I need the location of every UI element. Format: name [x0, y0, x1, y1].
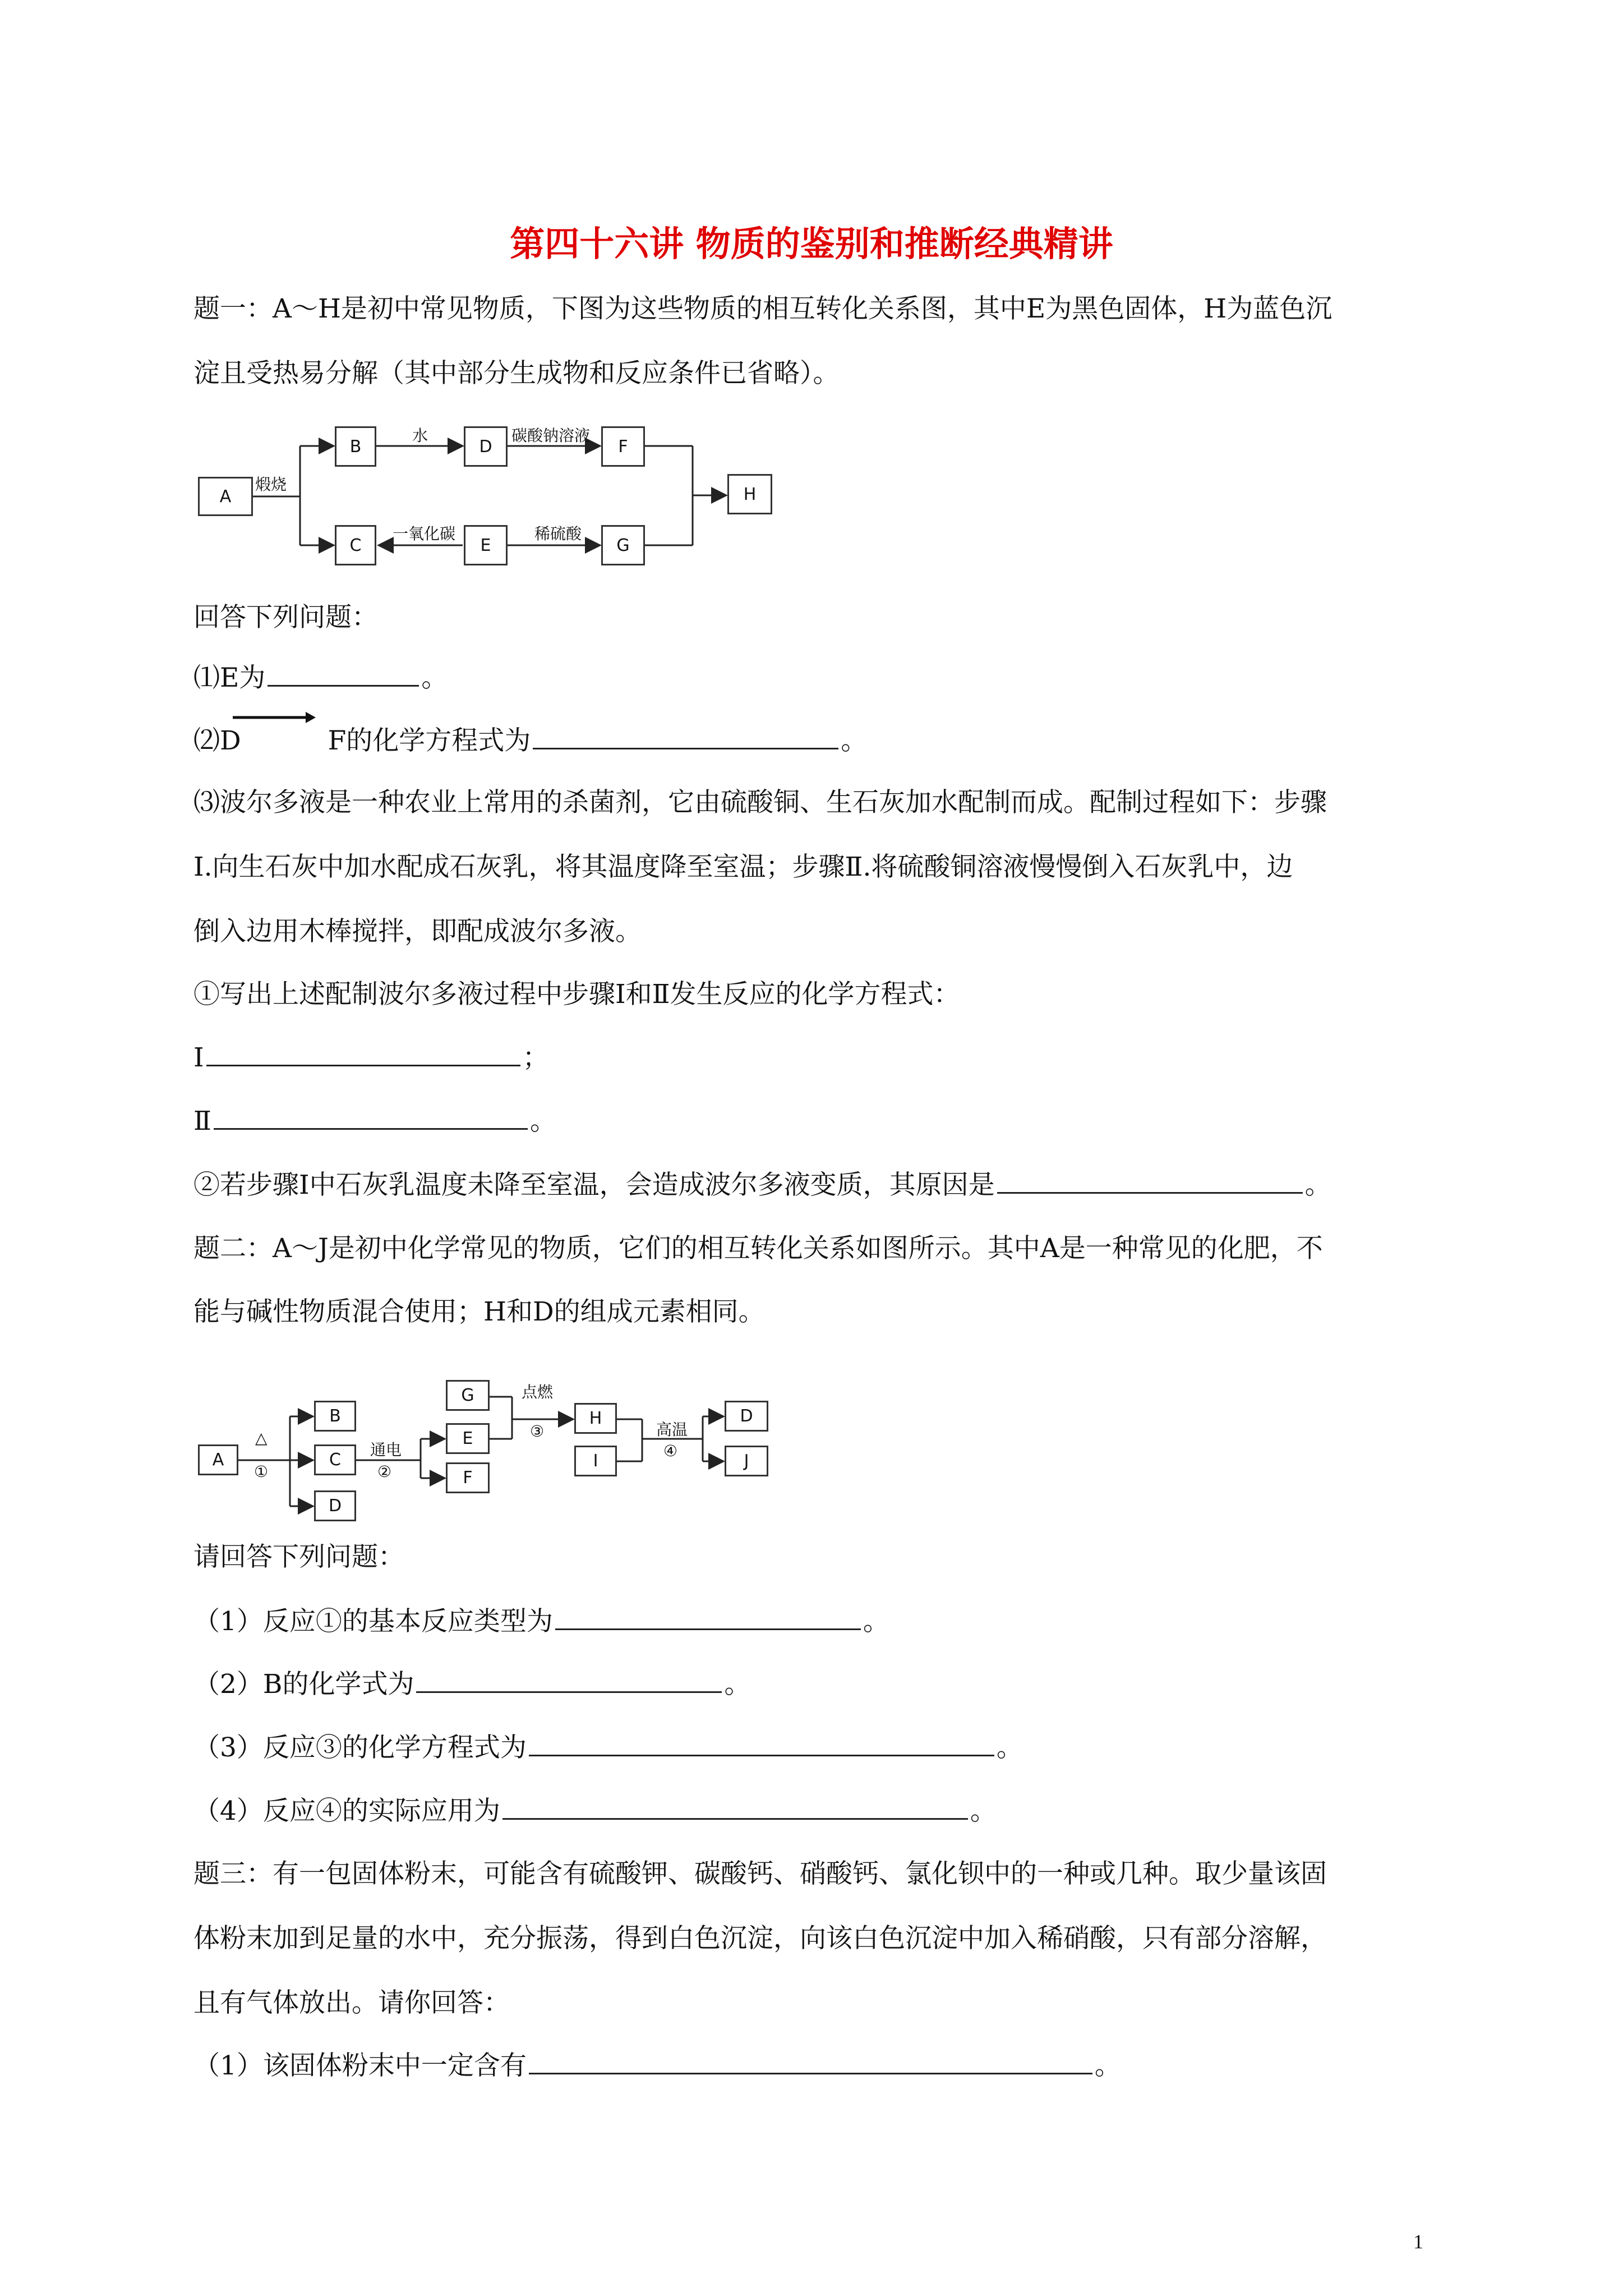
q1-step2-label: Ⅱ [193, 1106, 211, 1137]
q2-part1-end: 。 [863, 1606, 889, 1637]
q1-intro-line2: 淀且受热易分解（其中部分生成物和反应条件已省略）。 [193, 358, 840, 389]
q3-part1-end: 。 [1094, 2050, 1121, 2081]
q2-part2-end: 。 [724, 1669, 751, 1700]
q1-part3-sub2 [193, 1168, 1450, 1203]
q1-box-g: G [601, 525, 645, 565]
q2-part4-text: （4）反应④的实际应用为 [193, 1796, 500, 1826]
q1-answer-prompt: 回答下列问题： [193, 602, 378, 633]
q1-step2 [193, 1104, 1450, 1139]
q1-step1 [193, 1041, 1450, 1075]
q3-intro-line3: 且有气体放出。请你回答： [193, 1987, 510, 2018]
answer-blank[interactable] [502, 1796, 968, 1820]
q1-label-dilute-sulfuric: 稀硫酸 [534, 524, 582, 543]
q2-label-electrolysis: 通电 [370, 1441, 402, 1459]
reaction-arrow-icon [233, 709, 317, 726]
q1-label-calcine: 煅烧 [255, 475, 287, 494]
q2-box-e: E [446, 1423, 490, 1454]
q2-part4 [193, 1794, 1450, 1829]
answer-blank[interactable] [997, 1170, 1303, 1194]
q3-intro-line1: 题三：有一包固体粉末，可能含有硫酸钾、碳酸钙、硝酸钙、氯化钡中的一种或几种。取少量该固 [193, 1858, 1327, 1889]
q1-step1-label: Ⅰ [193, 1042, 204, 1073]
q2-part3 [193, 1731, 1450, 1765]
q3-intro-line2: 体粉末加到足量的水中，充分振荡，得到白色沉淀，向该白色沉淀中加入稀硝酸，只有部分溶解， [193, 1923, 1327, 1954]
q2-box-b: B [314, 1401, 356, 1432]
q3-part1 [193, 2049, 1450, 2083]
q1-label-co: 一氧化碳 [393, 524, 456, 543]
q3-part1-text: （1）该固体粉末中一定含有 [193, 2050, 527, 2081]
q2-box-a: A [198, 1444, 238, 1475]
q2-box-f: F [446, 1462, 490, 1493]
q1-part3-line1: ⑶波尔多液是一种农业上常用的杀菌剂，它由硫酸铜、生石灰加水配制而成。配制过程如下：步骤 [193, 787, 1327, 818]
q1-part3-line2: Ⅰ.向生石灰中加水配成石灰乳，将其温度降至室温；步骤Ⅱ.将硫酸铜溶液慢慢倒入石灰乳中，边 [193, 852, 1293, 882]
q2-box-d: D [314, 1490, 356, 1521]
q2-box-c: C [314, 1444, 356, 1475]
q2-box-d-product: D [725, 1401, 768, 1432]
q1-box-b: B [335, 426, 376, 467]
q1-part1 [193, 661, 1450, 696]
q1-part1-end: 。 [421, 662, 448, 693]
q1-label-water: 水 [412, 426, 428, 445]
q1-part2 [193, 724, 1450, 758]
q1-box-h: H [727, 474, 772, 514]
q2-box-g: G [446, 1380, 490, 1411]
q2-part2-text: （2）B的化学式为 [193, 1669, 414, 1700]
q1-box-c: C [335, 525, 376, 565]
answer-blank[interactable] [529, 1732, 994, 1756]
q2-label-r2: ② [377, 1462, 392, 1481]
q2-box-i: I [574, 1446, 617, 1476]
answer-blank[interactable] [533, 725, 838, 749]
q1-box-e: E [464, 525, 508, 565]
q2-part4-end: 。 [970, 1796, 997, 1826]
q2-intro-line2: 能与碱性物质混合使用；H和D的组成元素相同。 [193, 1296, 765, 1327]
page-number: 1 [1413, 2230, 1423, 2253]
answer-blank[interactable] [555, 1606, 861, 1630]
q2-label-r4: ④ [663, 1442, 678, 1460]
answer-blank[interactable] [529, 2050, 1092, 2074]
q2-label-r1: ① [254, 1462, 269, 1481]
q2-part1 [193, 1604, 1450, 1639]
q2-part1-text: （1）反应①的基本反应类型为 [193, 1606, 553, 1637]
q1-label-sodium-carbonate: 碳酸钠溶液 [511, 426, 591, 445]
q2-part2 [193, 1667, 1450, 1702]
q2-diagram [193, 1366, 788, 1529]
q1-part2-mid: F的化学方程式为 [328, 725, 531, 756]
q1-box-a: A [198, 477, 253, 516]
q1-intro-line1: 题一：A～H是初中常见物质，下图为这些物质的相互转化关系图，其中E为黑色固体，H为蓝色沉 [193, 293, 1332, 324]
q2-part3-end: 。 [996, 1732, 1023, 1763]
q1-part2-label: ⑵D [193, 725, 241, 756]
q1-box-f: F [601, 426, 645, 467]
q1-box-d: D [464, 426, 508, 467]
q2-answer-prompt: 请回答下列问题： [193, 1542, 404, 1572]
q2-label-high-temp: 高温 [656, 1420, 688, 1439]
q2-box-j: J [725, 1446, 768, 1476]
q1-diagram [193, 415, 782, 583]
answer-blank[interactable] [268, 662, 419, 687]
q1-part2-end: 。 [841, 725, 868, 756]
q2-label-r3: ③ [530, 1422, 545, 1441]
answer-blank[interactable] [214, 1106, 528, 1130]
q1-part3-sub2-text: ②若步骤Ⅰ中石灰乳温度未降至室温，会造成波尔多液变质，其原因是 [193, 1170, 995, 1200]
document-title: 第四十六讲 物质的鉴别和推断经典精讲 [510, 223, 1113, 264]
q2-diagram-arrows [193, 1366, 788, 1529]
q1-step1-end: ； [522, 1042, 549, 1073]
q2-intro-line1: 题二：A～J是初中化学常见的物质，它们的相互转化关系如图所示。其中A是一种常见的化肥，不 [193, 1233, 1323, 1264]
answer-blank[interactable] [206, 1042, 520, 1066]
q2-label-ignite: 点燃 [522, 1383, 554, 1401]
q1-part3-sub1: ①写出上述配制波尔多液过程中步骤Ⅰ和Ⅱ发生反应的化学方程式： [193, 979, 960, 1010]
q1-part3-line3: 倒入边用木棒搅拌，即配成波尔多液。 [193, 916, 642, 947]
q1-step2-end: 。 [529, 1106, 556, 1137]
q1-part1-label: ⑴E为 [193, 662, 266, 693]
q2-box-h: H [574, 1403, 617, 1434]
q1-part3-sub2-end: 。 [1304, 1170, 1331, 1200]
q2-label-heat: △ [255, 1429, 268, 1447]
answer-blank[interactable] [416, 1669, 722, 1693]
q2-part3-text: （3）反应③的化学方程式为 [193, 1732, 527, 1763]
